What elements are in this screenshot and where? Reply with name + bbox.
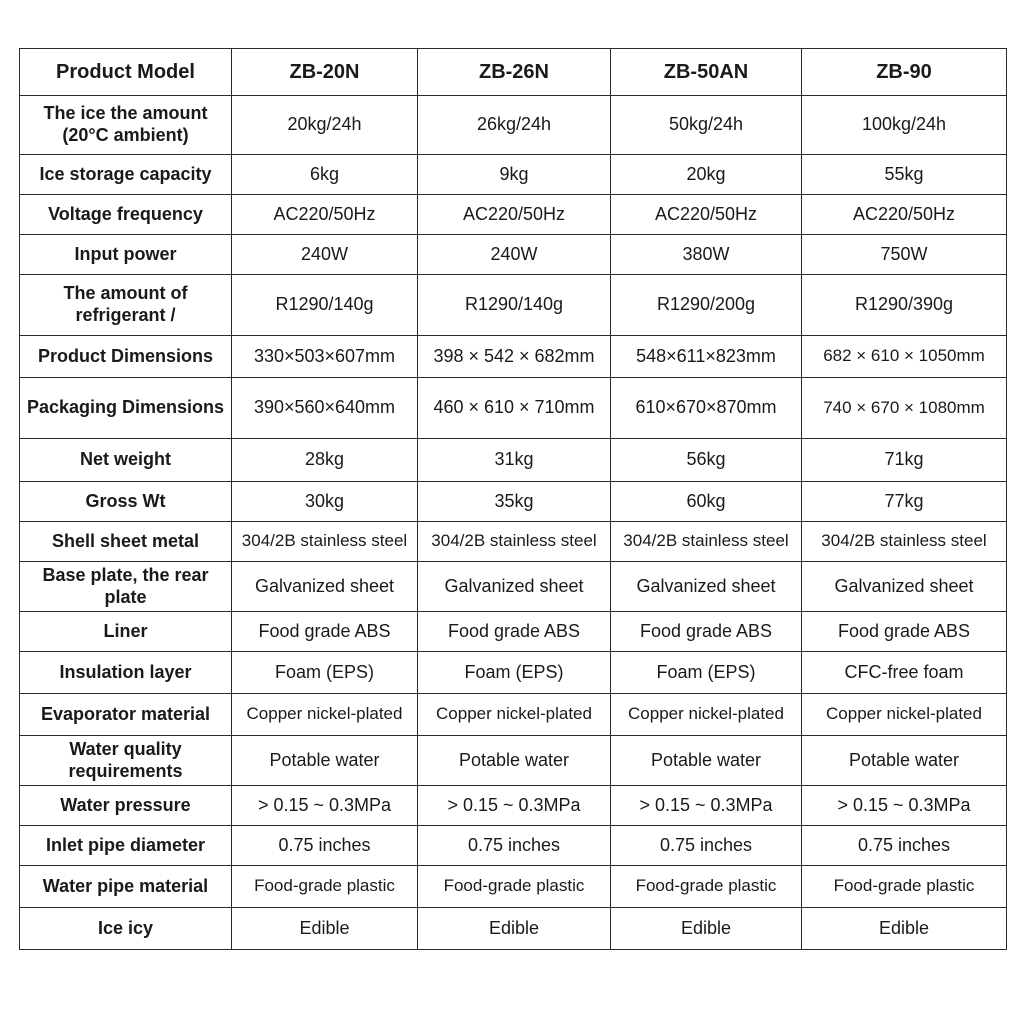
row-value: 35kg: [418, 482, 611, 522]
row-value: Food-grade plastic: [232, 866, 418, 908]
row-label: The ice the amount (20°C ambient): [20, 96, 232, 155]
row-value: 20kg: [611, 155, 802, 195]
table-row: [20, 336, 1007, 378]
row-label: Input power: [20, 235, 232, 275]
row-value: 20kg/24h: [232, 96, 418, 155]
row-value: Food grade ABS: [611, 612, 802, 652]
row-value: 0.75 inches: [232, 826, 418, 866]
row-value: > 0.15 ~ 0.3MPa: [418, 786, 611, 826]
row-label: Water quality requirements: [20, 736, 232, 786]
row-value: 77kg: [802, 482, 1007, 522]
header-row: [20, 49, 1007, 96]
row-value: 304/2B stainless steel: [232, 522, 418, 562]
row-value: Edible: [418, 908, 611, 950]
row-value: Galvanized sheet: [611, 562, 802, 612]
row-value: Potable water: [802, 736, 1007, 786]
table-row: [20, 786, 1007, 826]
row-value: 31kg: [418, 439, 611, 482]
header-cell: ZB-26N: [418, 49, 611, 96]
row-value: 55kg: [802, 155, 1007, 195]
table-row: [20, 562, 1007, 612]
row-value: 56kg: [611, 439, 802, 482]
row-value: Copper nickel-plated: [802, 694, 1007, 736]
header-cell: ZB-50AN: [611, 49, 802, 96]
row-value: Galvanized sheet: [232, 562, 418, 612]
row-value: R1290/200g: [611, 275, 802, 336]
row-label: Evaporator material: [20, 694, 232, 736]
row-value: AC220/50Hz: [802, 195, 1007, 235]
row-value: > 0.15 ~ 0.3MPa: [802, 786, 1007, 826]
row-label: Water pressure: [20, 786, 232, 826]
row-value: Potable water: [232, 736, 418, 786]
row-label: Voltage frequency: [20, 195, 232, 235]
row-label: Net weight: [20, 439, 232, 482]
row-label: Base plate, the rear plate: [20, 562, 232, 612]
row-value: Galvanized sheet: [418, 562, 611, 612]
row-value: 28kg: [232, 439, 418, 482]
table-row: [20, 378, 1007, 439]
row-value: Food-grade plastic: [802, 866, 1007, 908]
row-value: 304/2B stainless steel: [802, 522, 1007, 562]
row-value: Copper nickel-plated: [418, 694, 611, 736]
row-value: 304/2B stainless steel: [418, 522, 611, 562]
row-value: 330×503×607mm: [232, 336, 418, 378]
row-value: Copper nickel-plated: [232, 694, 418, 736]
row-label: Product Dimensions: [20, 336, 232, 378]
row-value: 30kg: [232, 482, 418, 522]
row-label: Inlet pipe diameter: [20, 826, 232, 866]
row-value: Copper nickel-plated: [611, 694, 802, 736]
row-label: The amount of refrigerant /: [20, 275, 232, 336]
table-row: [20, 96, 1007, 155]
row-value: R1290/390g: [802, 275, 1007, 336]
row-value: Food-grade plastic: [418, 866, 611, 908]
row-value: 750W: [802, 235, 1007, 275]
row-value: 390×560×640mm: [232, 378, 418, 439]
table-row: [20, 826, 1007, 866]
table-row: [20, 522, 1007, 562]
row-value: Edible: [802, 908, 1007, 950]
row-value: 0.75 inches: [802, 826, 1007, 866]
row-value: AC220/50Hz: [418, 195, 611, 235]
table-row: [20, 195, 1007, 235]
table-row: [20, 908, 1007, 950]
table-row: [20, 866, 1007, 908]
table-row: [20, 694, 1007, 736]
row-value: 304/2B stainless steel: [611, 522, 802, 562]
header-cell: ZB-90: [802, 49, 1007, 96]
row-label: Liner: [20, 612, 232, 652]
row-value: 548×611×823mm: [611, 336, 802, 378]
row-value: Potable water: [611, 736, 802, 786]
row-value: AC220/50Hz: [611, 195, 802, 235]
row-label: Gross Wt: [20, 482, 232, 522]
row-value: Edible: [232, 908, 418, 950]
row-value: Food-grade plastic: [611, 866, 802, 908]
row-value: 6kg: [232, 155, 418, 195]
row-value: 240W: [418, 235, 611, 275]
row-value: 610×670×870mm: [611, 378, 802, 439]
row-value: 0.75 inches: [611, 826, 802, 866]
row-label: Packaging Dimensions: [20, 378, 232, 439]
table-row: [20, 482, 1007, 522]
row-label: Shell sheet metal: [20, 522, 232, 562]
row-value: 380W: [611, 235, 802, 275]
row-label: Water pipe material: [20, 866, 232, 908]
header-cell: Product Model: [20, 49, 232, 96]
row-value: > 0.15 ~ 0.3MPa: [232, 786, 418, 826]
table-row: [20, 652, 1007, 694]
row-value: 682 × 610 × 1050mm: [802, 336, 1007, 378]
row-value: Potable water: [418, 736, 611, 786]
row-value: R1290/140g: [418, 275, 611, 336]
table-row: [20, 235, 1007, 275]
row-value: Food grade ABS: [802, 612, 1007, 652]
row-value: Edible: [611, 908, 802, 950]
row-value: Foam (EPS): [232, 652, 418, 694]
row-value: Food grade ABS: [418, 612, 611, 652]
row-label: Ice storage capacity: [20, 155, 232, 195]
row-value: 460 × 610 × 710mm: [418, 378, 611, 439]
row-value: 100kg/24h: [802, 96, 1007, 155]
table-row: [20, 612, 1007, 652]
row-label: Ice icy: [20, 908, 232, 950]
row-value: 398 × 542 × 682mm: [418, 336, 611, 378]
row-value: 71kg: [802, 439, 1007, 482]
row-value: 240W: [232, 235, 418, 275]
row-value: CFC-free foam: [802, 652, 1007, 694]
table-row: [20, 439, 1007, 482]
header-cell: ZB-20N: [232, 49, 418, 96]
row-value: AC220/50Hz: [232, 195, 418, 235]
table-row: [20, 275, 1007, 336]
row-label: Insulation layer: [20, 652, 232, 694]
row-value: Food grade ABS: [232, 612, 418, 652]
row-value: Foam (EPS): [418, 652, 611, 694]
row-value: 60kg: [611, 482, 802, 522]
row-value: 50kg/24h: [611, 96, 802, 155]
row-value: Foam (EPS): [611, 652, 802, 694]
row-value: 26kg/24h: [418, 96, 611, 155]
spec-table: [19, 48, 1007, 950]
row-value: R1290/140g: [232, 275, 418, 336]
table-row: [20, 155, 1007, 195]
row-value: 0.75 inches: [418, 826, 611, 866]
row-value: 9kg: [418, 155, 611, 195]
row-value: > 0.15 ~ 0.3MPa: [611, 786, 802, 826]
row-value: 740 × 670 × 1080mm: [802, 378, 1007, 439]
table-row: [20, 736, 1007, 786]
row-value: Galvanized sheet: [802, 562, 1007, 612]
